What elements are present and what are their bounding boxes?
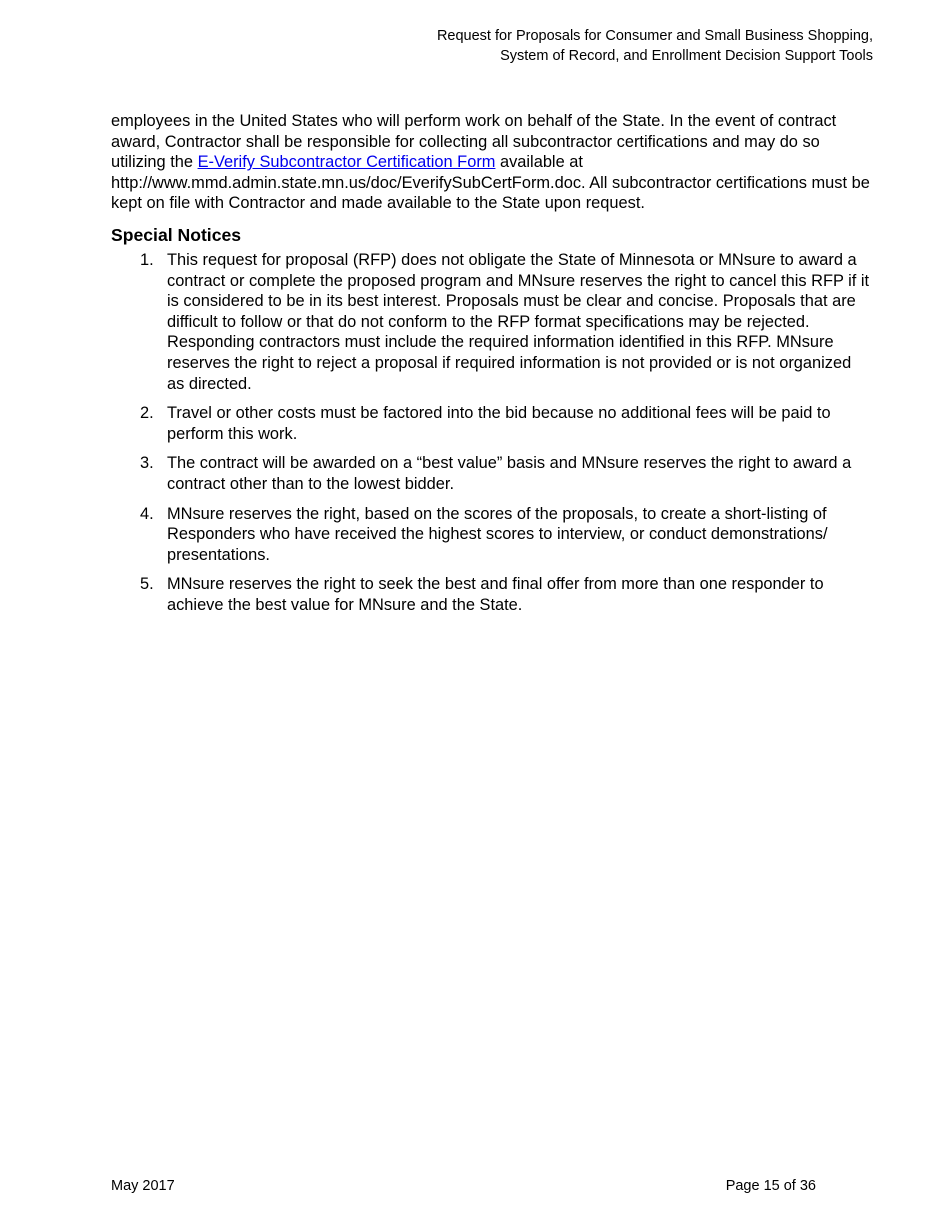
header-title-line-2: System of Record, and Enrollment Decision Support Tools bbox=[500, 47, 873, 64]
special-notices-list bbox=[140, 250, 873, 625]
intro-paragraph bbox=[111, 111, 871, 214]
notice-number: 1. bbox=[140, 251, 154, 269]
footer-date: May 2017 bbox=[111, 1178, 175, 1194]
notice-text: The contract will be awarded on a “best value” basis and MNsure reserves the right to award a contract other than to the lowest bidder. bbox=[167, 454, 852, 493]
notice-item bbox=[140, 504, 873, 566]
notice-item bbox=[140, 453, 873, 494]
notice-number: 2. bbox=[140, 404, 154, 423]
special-notices-heading: Special Notices bbox=[111, 225, 242, 245]
header-title-line-1: Request for Proposals for Consumer and Small Business Shopping, bbox=[436, 28, 873, 44]
intro-text-after-link: available at http://www.mmd.admin.state.mn.us/doc/EverifySubCertForm.doc. All subcontractor certifications must be kept on file with Contractor and made available to the State upon request. bbox=[111, 153, 870, 213]
notice-item bbox=[140, 403, 873, 444]
everify-form-link[interactable]: E-Verify Subcontractor Certification Form bbox=[197, 153, 496, 172]
notice-item bbox=[140, 574, 873, 615]
notice-text: MNsure reserves the right, based on the scores of the proposals, to create a short-listing of Responders who have received the highest scores to interview, or conduct demonstrations/ presentations. bbox=[167, 504, 828, 564]
footer-page-number: Page 15 of 36 bbox=[725, 1178, 816, 1194]
notice-text: This request for proposal (RFP) does not obligate the State of Minnesota or MNsure to award a contract or complete the proposed program and MNsure reserves the right to cancel this RFP if it is considered to be in its best interest. Proposals must be clear and concise. Proposals that are difficult to follow or that do not conform to the RFP format specifications may be rejected. Responding contractors must include the required information identified in this RFP. MNsure reserves the right to reject a proposal if required information is not provided or is not organized as directed. bbox=[167, 251, 870, 393]
notice-number: 4. bbox=[140, 504, 154, 523]
notice-item bbox=[140, 250, 873, 394]
notice-number: 5. bbox=[140, 575, 154, 594]
notice-number: 3. bbox=[140, 454, 154, 473]
notice-text: MNsure reserves the right to seek the best and final offer from more than one responder to achieve the best value for MNsure and the State. bbox=[167, 575, 824, 614]
intro-text-before-link: employees in the United States who will perform work on behalf of the State. In the event of contract award, Contractor shall be responsible for collecting all subcontractor certifications and may do so utilizing the bbox=[111, 112, 837, 172]
page-header bbox=[273, 27, 873, 66]
notice-text: Travel or other costs must be factored into the bid because no additional fees will be paid to perform this work. bbox=[167, 404, 831, 443]
